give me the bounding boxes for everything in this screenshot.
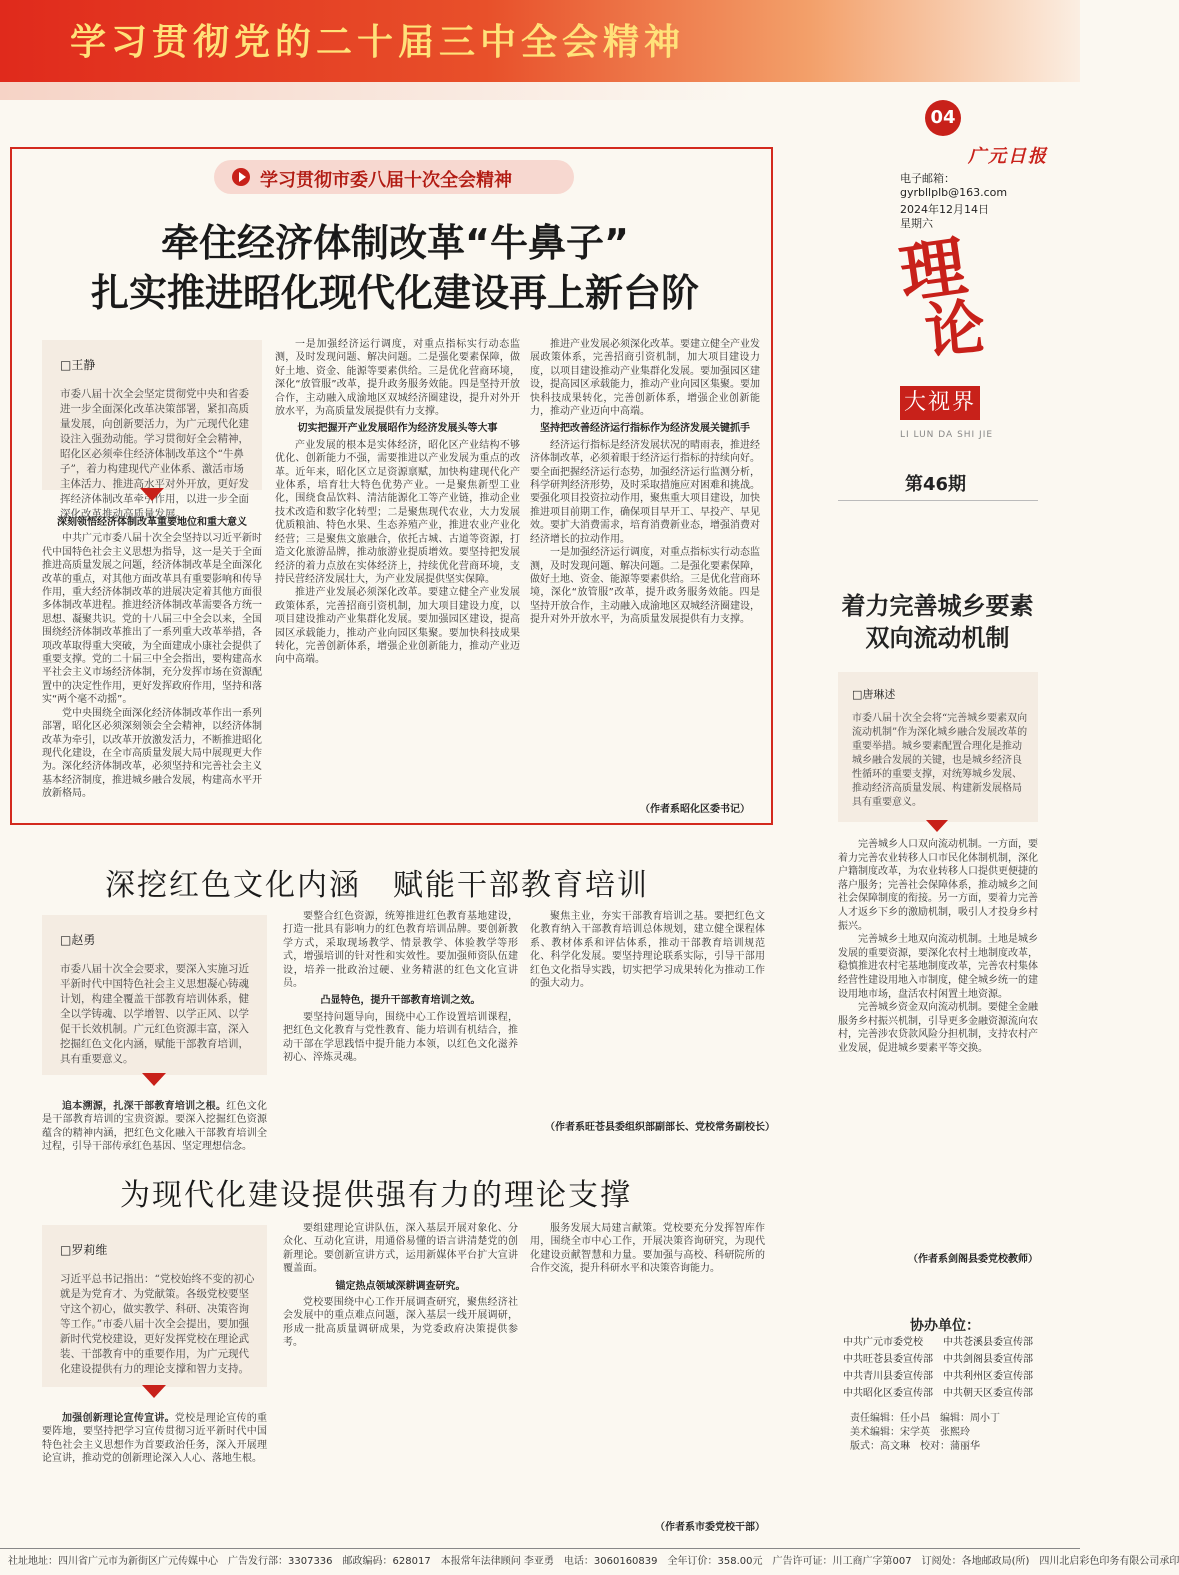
side-headline-line2: 双向流动机制 — [865, 624, 1010, 652]
page-number-badge: 04 — [925, 100, 961, 136]
author-byline: □罗莉维 — [60, 1243, 108, 1257]
section2-abstract — [42, 915, 267, 1075]
lead-bold: 追本溯源，扎深干部教育培训之根。 — [62, 1101, 227, 1112]
email-link[interactable]: gyrbllplb@163.com — [900, 186, 1008, 199]
coop-heading: 协办单位： — [910, 1318, 980, 1334]
column-pinyin: LI LUN DA SHI JIE — [900, 430, 994, 440]
paragraph: 服务发展大局建言献策。党校要充分发挥智库作用，围绕全市中心工作，开展决策咨询研究，为现代化建设贡献智慧和力量。要加强与高校、科研院所的合作交流，提升科研水平和决策咨询能力。 — [530, 1223, 765, 1275]
section3-abstract — [42, 1225, 267, 1387]
coop-unit: 中共青川县委宣传部 — [843, 1371, 933, 1382]
paragraph: 产业发展的根本是实体经济，昭化区产业结构不够优化、创新能力不强，需要推进以产业发展为重点的改革。近年来，昭化区立足资源禀赋，加快构建现代化产业体系，培育壮大特色优势产业。一是聚焦新型工业化，围绕食品饮料、清洁能源化工等产业链，推动企业技术改造和数字化转型；二是聚焦现代农业，大力发展优质粮油、特色水果、生态养殖产业，推进农业产业化经营；三是聚焦文旅融合，依托古城、古道等资源，打造文化旅游品牌，推动旅游业提质增效。要坚持把发展经济的着力点放在实体经济上，持续优化营商环境，支持民营经济发展壮大，为产业发展提供坚实保障。 — [275, 439, 520, 585]
coop-unit-list — [843, 1336, 1043, 1400]
abstract-text: 习近平总书记指出：“党校始终不变的初心就是为党育才、为党献策。各级党校要坚守这个初心，做实教学、科研、决策咨询等工作。”市委八届十次全会提出，要加强新时代党校建设，更好发挥党校在理论武装、干部教育中的重要作用，为广元现代化建设提供有力的理论支撑和智力支持。 — [60, 1273, 255, 1375]
abstract-text: 市委八届十次全会将“完善城乡要素双向流动机制”作为深化城乡融合发展改革的重要举措。城乡要素配置合理化是推动城乡融合发展的关键，也是城乡经济良性循环的重要支撑，对统筹城乡发展、推动经济高质量发展、构建新发展格局具有重要意义。 — [852, 713, 1028, 808]
paragraph: 完善城乡人口双向流动机制。一方面，要着力完善农业转移人口市民化体制机制，深化户籍制度改革，为农业转移人口提供更便捷的落户服务；完善社会保障体系，推动城乡之间社会保障制度的衔接。另一方面，要着力完善人才返乡下乡的激励机制，吸引人才投身乡村振兴。 — [838, 839, 1038, 932]
coop-unit: 中共朝天区委宣传部 — [943, 1388, 1033, 1399]
section2-column-2 — [283, 910, 518, 1132]
coop-unit: 中共旺苍县委宣传部 — [843, 1354, 933, 1365]
author-byline: □赵勇 — [60, 933, 96, 947]
lead-headline[interactable] — [30, 218, 760, 318]
paragraph: 党中央围绕全面深化经济体制改革作出一系列部署，昭化区必须深刻领会全会精神，以经济体制改革为牵引，以改革开放激发活力，不断推进昭化现代化建设，在全市高质量发展大局中展现更大作为。深化经济体制改革，必须坚持和完善社会主义基本经济制度，推进城乡融合发展，构建高水平开放新格局。 — [42, 707, 262, 800]
down-arrow-icon — [140, 488, 164, 501]
paragraph: 中共广元市委八届十次全会坚持以习近平新时代中国特色社会主义思想为指导，这一是关于全面推进高质量发展之问题，经济体制改革是全面深化改革的重点，对其他方面改革具有重要影响和传导作用，重大经济体制改革的进展决定着其他方面很多体制改革进程。推进经济体制改革需要各方统一思想、凝聚共识。党的十八届三中全会以来，全国围绕经济体制改革推出了一系列重大改革举措，各项改革取得重大突破，为全面建成小康社会提供了重要支撑。党的二十届三中全会指出，要构建高水平社会主义市场经济体制，充分发挥市场在资源配置中的决定性作用，更好发挥政府作用，坚持和落实“两个毫不动摇”。 — [42, 533, 262, 706]
paragraph: 推进产业发展必须深化改革。要建立健全产业发展政策体系，完善招商引资机制，加大项目建设力度，以项目建设推动产业集群化发展。要加强园区建设，提高园区承载能力，推动产业向园区集聚。要加快科技成果转化，完善创新体系，增强企业创新能力，推动产业迈向中高端。 — [530, 339, 760, 418]
kicker-label: 学习贯彻市委八届十次全会精神 — [260, 170, 512, 191]
page-footer: 社址地址：四川省广元市为新街区广元传媒中心 广告发行部：3307336 邮政编码：628017 本报常年法律顾问 李亚勇 电话：3060160839 全年订价：358.00元 广告许可证：川工商广字第007 订阅处：各地邮政局(所) 四川北启彩色印务有限公司承印 — [0, 1548, 1080, 1575]
section3-credit: （作者系市委党校干部） — [655, 1522, 765, 1533]
section-subhead: 凸显特色，提升干部教育培训之效。 — [320, 995, 481, 1007]
editor-line: 责任编辑：任小昌 编辑：周小丁 — [850, 1413, 1000, 1424]
coop-unit: 中共利州区委宣传部 — [943, 1371, 1033, 1382]
contact-info — [900, 172, 1007, 200]
author-byline: □王静 — [60, 358, 96, 372]
banner-underband — [0, 82, 1080, 100]
side-credit: （作者系剑阁县委党校教师） — [908, 1254, 1038, 1265]
abstract-text: 市委八届十次全会要求，要深入实施习近平新时代中国特色社会主义思想凝心铸魂计划，构建全覆盖干部教育培训体系，健全以学铸魂、以学增智、以学正风、以学促干长效机制。广元红色资源丰富，深入挖掘红色文化内涵，赋能干部教育培训，具有重要意义。 — [60, 963, 249, 1065]
section3-headline[interactable]: 为现代化建设提供强有力的理论支撑 — [120, 1178, 632, 1213]
top-banner — [0, 0, 1080, 82]
section2-headline[interactable]: 深挖红色文化内涵 赋能干部教育培训 — [105, 868, 649, 903]
column-logo-char-1: 理 — [894, 226, 972, 314]
lead-headline-line2: 扎实推进昭化现代化建设再上新台阶 — [90, 271, 699, 315]
section2-column-3 — [530, 910, 765, 1110]
paragraph: 经济运行指标是经济发展状况的晴雨表，推进经济体制改革，必须着眼于经济运行指标的持续向好。要全面把握经济运行态势，加强经济运行监测分析，科学研判经济形势，及时采取措施应对困难和挑战。要强化项目投资拉动作用，聚焦重大项目建设，加快推进项目前期工作，确保项目早开工、早投产、早见效。要扩大消费需求，培育消费新业态，增强消费对经济增长的拉动作用。 — [530, 439, 760, 545]
rail-divider — [838, 500, 1038, 501]
paragraph: 完善城乡土地双向流动机制。土地是城乡发展的重要资源，要深化农村土地制度改革，稳慎推进农村宅基地制度改革，完善农村集体经营性建设用地入市制度，健全城乡统一的建设用地市场，盘活农村闲置土地资源。 — [838, 934, 1038, 1000]
play-icon — [232, 168, 250, 186]
side-body — [838, 838, 1038, 1248]
contact-label: 电子邮箱： — [900, 172, 955, 185]
editor-line: 美术编辑：宋学英 张熙玲 — [850, 1427, 970, 1438]
section3-column-3 — [530, 1222, 765, 1512]
paragraph: 党校要围绕中心工作开展调查研究，聚焦经济社会发展中的重点难点问题，深入基层一线开展调研，形成一批高质量调研成果，为党委政府决策提供参考。 — [283, 1297, 518, 1349]
lead-abstract — [42, 340, 262, 520]
section-subhead: 坚持把改善经济运行指标作为经济发展关键抓手 — [540, 423, 750, 435]
side-abstract — [838, 672, 1038, 822]
banner-title: 学习贯彻党的二十届三中全会精神 — [70, 22, 686, 63]
section2-column-1 — [42, 1100, 267, 1160]
paragraph: 党校是理论宣传的重要阵地，要坚持把学习宣传贯彻习近平新时代中国特色社会主义思想作为首要政治任务，深入开展理论宣讲，推动党的创新理论深入人心、落地生根。 — [42, 1413, 268, 1465]
publication-date — [900, 203, 989, 231]
lead-credit: （作者系昭化区委书记） — [640, 804, 750, 815]
lead-column-3 — [530, 338, 760, 796]
lead-kicker — [214, 160, 574, 194]
section-subhead: 深刻领悟经济体制改革重要地位和重大意义 — [57, 517, 247, 528]
coop-unit: 中共昭化区委宣传部 — [843, 1388, 933, 1399]
section3-column-2 — [283, 1222, 518, 1538]
down-arrow-icon — [926, 820, 948, 832]
section-subhead: 切实把握开产业发展昭作为经济发展头等大事 — [297, 423, 498, 435]
coop-unit: 中共剑阁县委宣传部 — [943, 1354, 1033, 1365]
section-subhead: 锚定热点领域深耕调查研究。 — [335, 1280, 466, 1292]
paragraph: 要组建理论宣讲队伍，深入基层开展对象化、分众化、互动化宣讲，用通俗易懂的语言讲清楚党的创新理论。要创新宣讲方式，运用新媒体平台扩大宣讲覆盖面。 — [283, 1223, 518, 1275]
section2-credit: （作者系旺苍县委组织部副部长、党校常务副校长） — [545, 1122, 775, 1133]
paragraph: 完善城乡资金双向流动机制。要健全金融服务乡村振兴机制，引导更多金融资源流向农村，完善涉农贷款风险分担机制，支持农村产业发展，促进城乡要素平等交换。 — [838, 1002, 1038, 1054]
coop-unit: 中共苍溪县委宣传部 — [943, 1337, 1033, 1348]
side-headline-line1: 着力完善城乡要素 — [841, 592, 1034, 620]
side-headline[interactable] — [830, 590, 1045, 654]
paragraph: 要整合红色资源，统筹推进红色教育基地建设，打造一批具有影响力的红色教育培训品牌。要创新教学方式，采取现场教学、情景教学、体验教学等形式，增强培训的针对性和实效性。要加强师资队伍建设，培养一批政治过硬、业务精湛的红色文化宣讲员。 — [283, 911, 518, 990]
paragraph: 要坚持问题导向，围绕中心工作设置培训课程，把红色文化教育与党性教育、能力培训有机结合，推动干部在学思践悟中提升能力本领，以红色文化滋养初心、淬炼灵魂。 — [283, 1011, 518, 1064]
lead-bold: 加强创新理论宣传宣讲。 — [62, 1413, 175, 1424]
paragraph: 推进产业发展必须深化改革。要建立健全产业发展政策体系，完善招商引资机制，加大项目建设力度，以项目建设推动产业集群化发展。要加强园区建设，提高园区承载能力，推动产业向园区集聚。要加快科技成果转化，完善创新体系，增强企业创新能力，推动产业迈向中高端。 — [275, 587, 520, 666]
column-logo-char-2: 论 — [922, 292, 988, 368]
abstract-text: 市委八届十次全会坚定贯彻党中央和省委进一步全面深化改革决策部署，紧扣高质量发展，向创新要活力，为广元现代化建设注入强劲动能。学习贯彻好全会精神，昭化区必须牵住经济体制改革这个“牛鼻子”，着力构建现代产业体系、激活市场主体活力、推进高水平对外开放，更好发挥经济体制改革牵引作用，以进一步全面深化改革推动高质量发展。 — [60, 388, 249, 520]
date-text: 2024年12月14日 — [900, 203, 989, 216]
paper-logo: 广元日报 — [968, 146, 1048, 167]
column-logo-subtitle: 大视界 — [900, 386, 980, 420]
paragraph: 聚焦主业，夯实干部教育培训之基。要把红色文化教育纳入干部教育培训总体规划，建立健全课程体系、教材体系和评估体系，推动干部教育培训规范化、科学化发展。要坚持理论联系实际，引导干部用红色文化指导实践，切实把学习成果转化为推动工作的强大动力。 — [530, 911, 765, 990]
coop-unit: 中共广元市委党校 — [843, 1337, 923, 1348]
paragraph: 一是加强经济运行调度，对重点指标实行动态监测，及时发现问题、解决问题。二是强化要素保障，做好土地、资金、能源等要素供给。三是优化营商环境，深化“放管服”改革，提升政务服务效能。四是坚持开放合作，主动融入成渝地区双城经济圈建设，提升对外开放水平，为高质量发展提供有力支撑。 — [530, 547, 760, 626]
author-byline: □唐琳述 — [852, 688, 896, 701]
lead-column-1 — [42, 512, 262, 812]
editor-line: 版式：高文琳 校对：蒲丽华 — [850, 1441, 980, 1452]
paragraph: 红色文化是干部教育培训的宝贵资源。要深入挖掘红色资源蕴含的精神内涵，把红色文化融入干部教育培训全过程，引导干部传承红色基因、坚定理想信念。 — [42, 1101, 268, 1153]
weekday-text: 星期六 — [900, 217, 933, 230]
down-arrow-icon — [142, 1385, 166, 1398]
editor-credits — [850, 1412, 1000, 1454]
section3-column-1 — [42, 1412, 267, 1532]
lead-headline-line1: 牵住经济体制改革“牛鼻子” — [161, 221, 629, 265]
paragraph: 一是加强经济运行调度，对重点指标实行动态监测，及时发现问题、解决问题。二是强化要素保障，做好土地、资金、能源等要素供给。三是优化营商环境，深化“放管服”改革，提升政务服务效能。四是坚持开放合作，主动融入成渝地区双城经济圈建设，提升对外开放水平，为高质量发展提供有力支撑。 — [275, 339, 520, 418]
issue-number: 第46期 — [905, 474, 967, 495]
lead-column-2 — [275, 338, 520, 816]
down-arrow-icon — [142, 1073, 166, 1086]
